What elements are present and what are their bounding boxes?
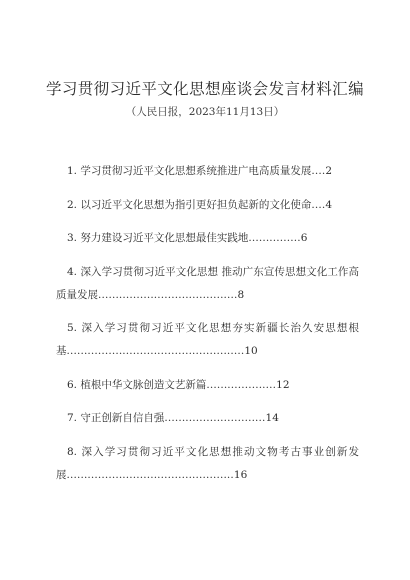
toc-entry-page: 8 (237, 288, 245, 301)
toc-entry-title: 植根中华文脉创造文艺新篇 (80, 378, 207, 391)
toc-entry-4[interactable] (56, 261, 359, 307)
toc-entry-title: 努力建设习近平文化思想最佳实践地 (80, 232, 249, 244)
toc-entry-leader: ................................................ (66, 468, 234, 481)
toc-entry-number: 4. (67, 265, 78, 278)
toc-entry-title: 深入学习贯彻习近平文化思想 推动广东宣传思想文化工作高质量发展 (56, 265, 360, 301)
toc-entry-2[interactable] (56, 194, 359, 217)
toc-entry-title: 守正创新自信自强 (80, 412, 165, 424)
toc-entry-number: 7. (67, 412, 78, 424)
table-of-contents (56, 160, 359, 497)
toc-entry-page: 14 (265, 412, 279, 424)
toc-entry-leader: ............... (248, 232, 301, 244)
toc-entry-number: 6. (67, 378, 78, 391)
document-subtitle: （人民日报，2023年11月13日） (125, 106, 285, 118)
toc-entry-title: 深入学习贯彻习近平文化思想推动文物考古事业创新发展 (56, 445, 359, 481)
toc-entry-number: 8. (67, 445, 78, 458)
toc-entry-title: 深入学习贯彻习近平文化思想夯实新疆长治久安思想根基 (56, 322, 359, 357)
toc-entry-number: 5. (67, 322, 78, 334)
toc-entry-page: 12 (276, 378, 290, 391)
toc-entry-5[interactable] (56, 317, 359, 363)
toc-entry-8[interactable] (56, 441, 359, 487)
toc-entry-leader: ........................................ (98, 288, 238, 301)
toc-entry-leader: .................... (206, 378, 277, 391)
toc-entry-7[interactable] (56, 407, 359, 430)
toc-entry-page: 6 (300, 232, 308, 244)
toc-entry-leader: ............................. (164, 412, 266, 424)
toc-entry-title: 学习贯彻习近平文化思想系统推进广电高质量发展 (80, 165, 312, 177)
toc-entry-page: 2 (325, 165, 333, 177)
toc-entry-1[interactable] (56, 160, 359, 183)
toc-entry-number: 1. (67, 165, 78, 177)
toc-entry-page: 10 (244, 345, 258, 357)
toc-entry-leader: .... (311, 165, 326, 177)
toc-entry-leader: .... (311, 198, 326, 211)
toc-entry-6[interactable] (56, 374, 359, 397)
toc-entry-leader: ................................................... (66, 345, 245, 357)
document-title: 学习贯彻习近平文化思想座谈会发言材料汇编 (45, 80, 364, 98)
toc-entry-page: 4 (325, 198, 333, 211)
toc-entry-number: 2. (67, 198, 78, 211)
toc-entry-3[interactable] (56, 227, 359, 250)
toc-entry-number: 3. (67, 232, 78, 244)
toc-entry-title: 以习近平文化思想为指引更好担负起新的文化使命 (80, 198, 312, 211)
toc-entry-page: 16 (233, 468, 248, 481)
